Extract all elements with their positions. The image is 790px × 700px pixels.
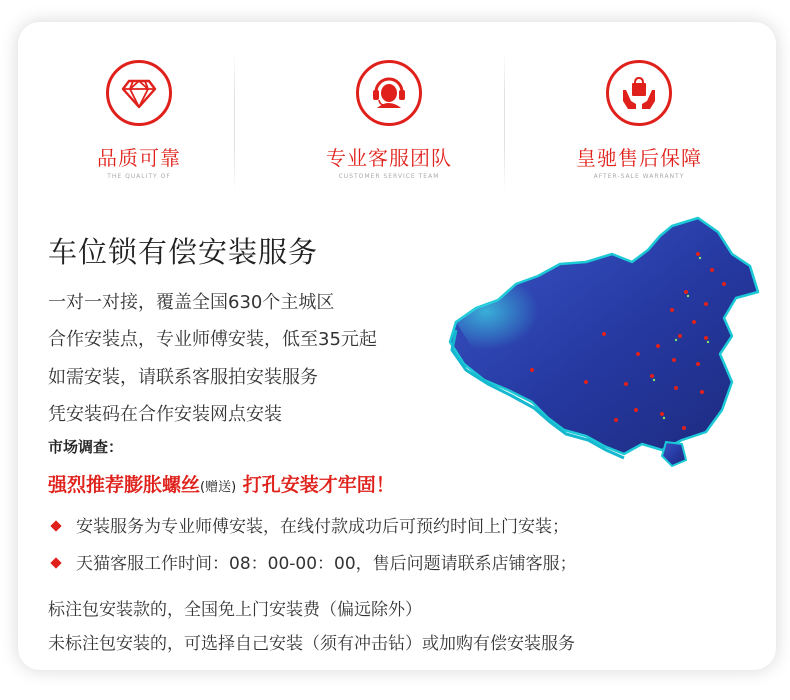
install-note: 未标注包安装的，可选择自己安装（须有冲击钻）或加购有偿安装服务 [48,634,575,654]
promo-part2: 打孔安装才牢固！ [236,474,395,496]
feature-service-team [268,22,508,212]
bullet-item [48,512,569,537]
service-line: 合作安装点，专业师傅安装，低至35元起 [48,329,377,350]
feature-title: 皇驰售后保障 [576,146,702,170]
promo-part1: 强烈推荐膨胀螺丝 [48,474,201,496]
feature-subtitle: THE QUALITY OF [107,173,171,180]
divider [234,52,235,192]
feature-quality [18,22,258,212]
feature-title: 品质可靠 [97,146,181,170]
install-note: 标注包安装款的，全国免上门安装费（偏远除外） [48,600,422,620]
feature-after-sale [518,22,758,212]
feature-icon-badge [356,60,422,126]
feature-row [18,22,776,212]
bullet-text: 安装服务为专业师傅安装，在线付款成功后可预约时间上门安装； [76,517,569,537]
bullet-text: 天猫客服工作时间：08：00-00：00，售后问题请联系店铺客服； [76,554,577,574]
divider [504,52,505,192]
feature-icon-badge [106,60,172,126]
red-diamond-bullet-icon [50,520,61,531]
info-card [18,22,776,670]
service-title: 车位锁有偿安装服务 [48,235,319,269]
promo-text [48,470,395,497]
service-line: 凭安装码在合作安装网点安装 [48,404,282,425]
hands-bag-icon [620,74,658,112]
red-diamond-bullet-icon [50,557,61,568]
bullet-item [48,549,577,574]
promo-note: (赠送) [200,480,237,495]
headset-agent-icon [370,74,408,112]
feature-subtitle: CUSTOMER SERVICE TEAM [338,173,440,180]
survey-label: 市场调查： [48,438,124,456]
service-line: 如需安装，请联系客服拍安装服务 [48,367,318,388]
feature-title: 专业客服团队 [326,146,452,170]
diamond-icon [120,74,158,112]
feature-icon-badge [606,60,672,126]
service-line: 一对一对接，覆盖全国630个主城区 [48,292,335,313]
china-map-illustration [436,214,766,479]
feature-subtitle: AFTER-SALE WARRANTY [593,173,685,180]
